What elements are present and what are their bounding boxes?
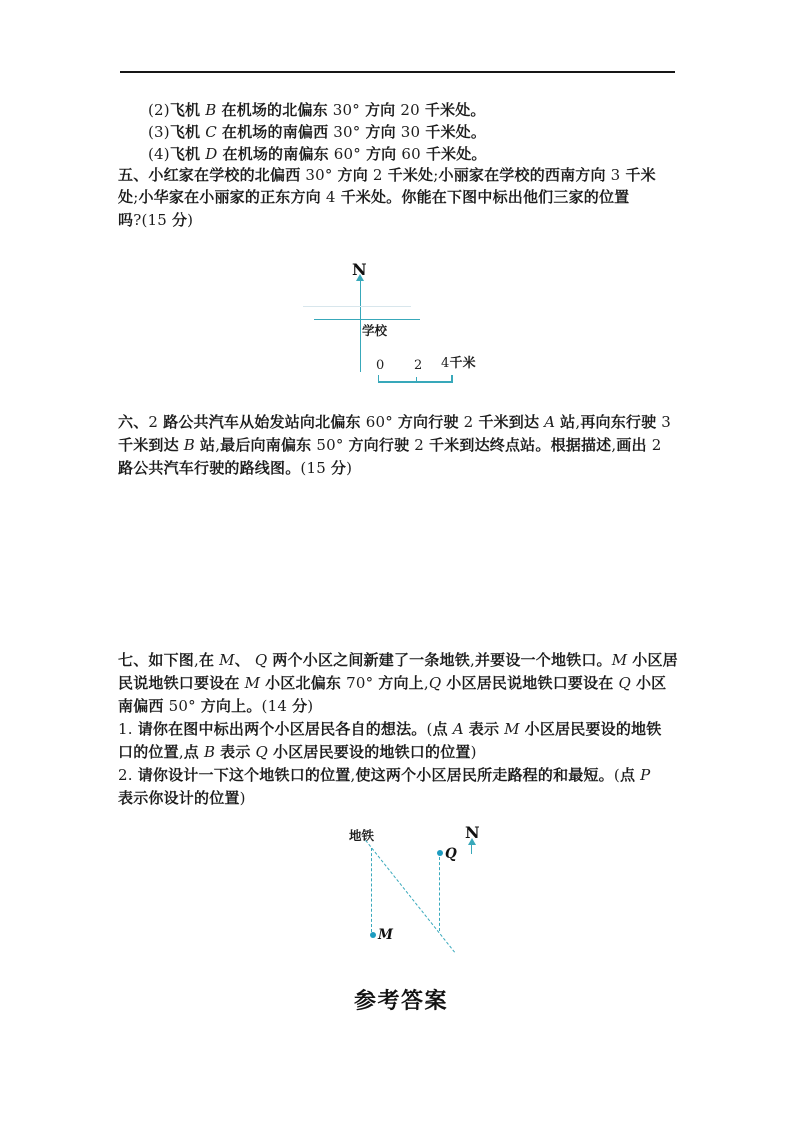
- compass-vertical-axis: [360, 280, 362, 372]
- point-m-label: M: [378, 927, 393, 943]
- north-arrow-shaft: [471, 843, 473, 854]
- q7-line-7: 表示你设计的位置): [118, 789, 246, 807]
- scale-tick-right: [451, 375, 453, 381]
- point-q-dot: [437, 850, 443, 856]
- q5-line-1: 五、小红家在学校的北偏西 30° 方向 2 千米处;小丽家在学校的西南方向 3 千米: [118, 166, 656, 184]
- q6-line-3: 路公共汽车行驶的路线图。(15 分): [118, 459, 353, 477]
- q7-line-3: 南偏西 50° 方向上。(14 分): [118, 697, 314, 715]
- scale-tick-left: [378, 375, 380, 381]
- scale-tick-middle: [416, 377, 418, 382]
- q5-line-2: 处;小华家在小丽家的正东方向 4 千米处。你能在下图中标出他们三家的位置: [118, 188, 630, 206]
- school-label: 学校: [362, 324, 388, 338]
- q5-line-3: 吗?(15 分): [118, 211, 194, 229]
- q4-item-2: (2)飞机 B 在机场的北偏东 30° 方向 20 千米处。: [148, 101, 486, 119]
- q-vertical-dashed-line: [439, 857, 440, 931]
- top-divider: [120, 71, 675, 73]
- q4-item-4: (4)飞机 D 在机场的南偏东 60° 方向 60 千米处。: [148, 145, 487, 163]
- q7-line-4: 1. 请你在图中标出两个小区居民各自的想法。(点 A 表示 M 小区居民要设的地铁: [118, 720, 662, 738]
- north-label: N: [465, 823, 480, 842]
- scale-label-2: 2: [414, 358, 423, 373]
- q7-line-6: 2. 请你设计一下这个地铁口的位置,使这两个小区居民所走路程的和最短。(点 P: [118, 766, 651, 784]
- m-vertical-dashed-line: [371, 848, 372, 932]
- scale-label-4km: 4千米: [441, 355, 476, 371]
- q7-line-5: 口的位置,点 B 表示 Q 小区居民要设的地铁口的位置): [118, 743, 477, 761]
- north-label: N: [352, 260, 367, 279]
- school-compass-diagram: [300, 255, 490, 395]
- q7-line-2: 民说地铁口要设在 M 小区北偏东 70° 方向上,Q 小区居民说地铁口要设在 Q 小区: [118, 674, 667, 692]
- q6-line-1: 六、2 路公共汽车从始发站向北偏东 60° 方向行驶 2 千米到达 A 站,再向东行驶 3: [118, 413, 672, 431]
- subway-label: 地铁: [349, 829, 375, 843]
- faint-scan-line: [303, 306, 411, 307]
- scale-bar: [378, 381, 453, 383]
- q7-line-1: 七、如下图,在 M、 Q 两个小区之间新建了一条地铁,并要设一个地铁口。M 小区居: [118, 651, 678, 669]
- answers-title: 参考答案: [354, 988, 449, 1013]
- q4-item-3: (3)飞机 C 在机场的南偏西 30° 方向 30 千米处。: [148, 123, 487, 141]
- point-m-dot: [370, 932, 376, 938]
- subway-diagram: [340, 820, 490, 960]
- q6-line-2: 千米到达 B 站,最后向南偏东 50° 方向行驶 2 千米到达终点站。根据描述,画出 2: [118, 436, 662, 454]
- point-q-label: Q: [445, 846, 457, 862]
- scale-label-0: 0: [376, 358, 385, 373]
- compass-horizontal-axis: [314, 319, 420, 321]
